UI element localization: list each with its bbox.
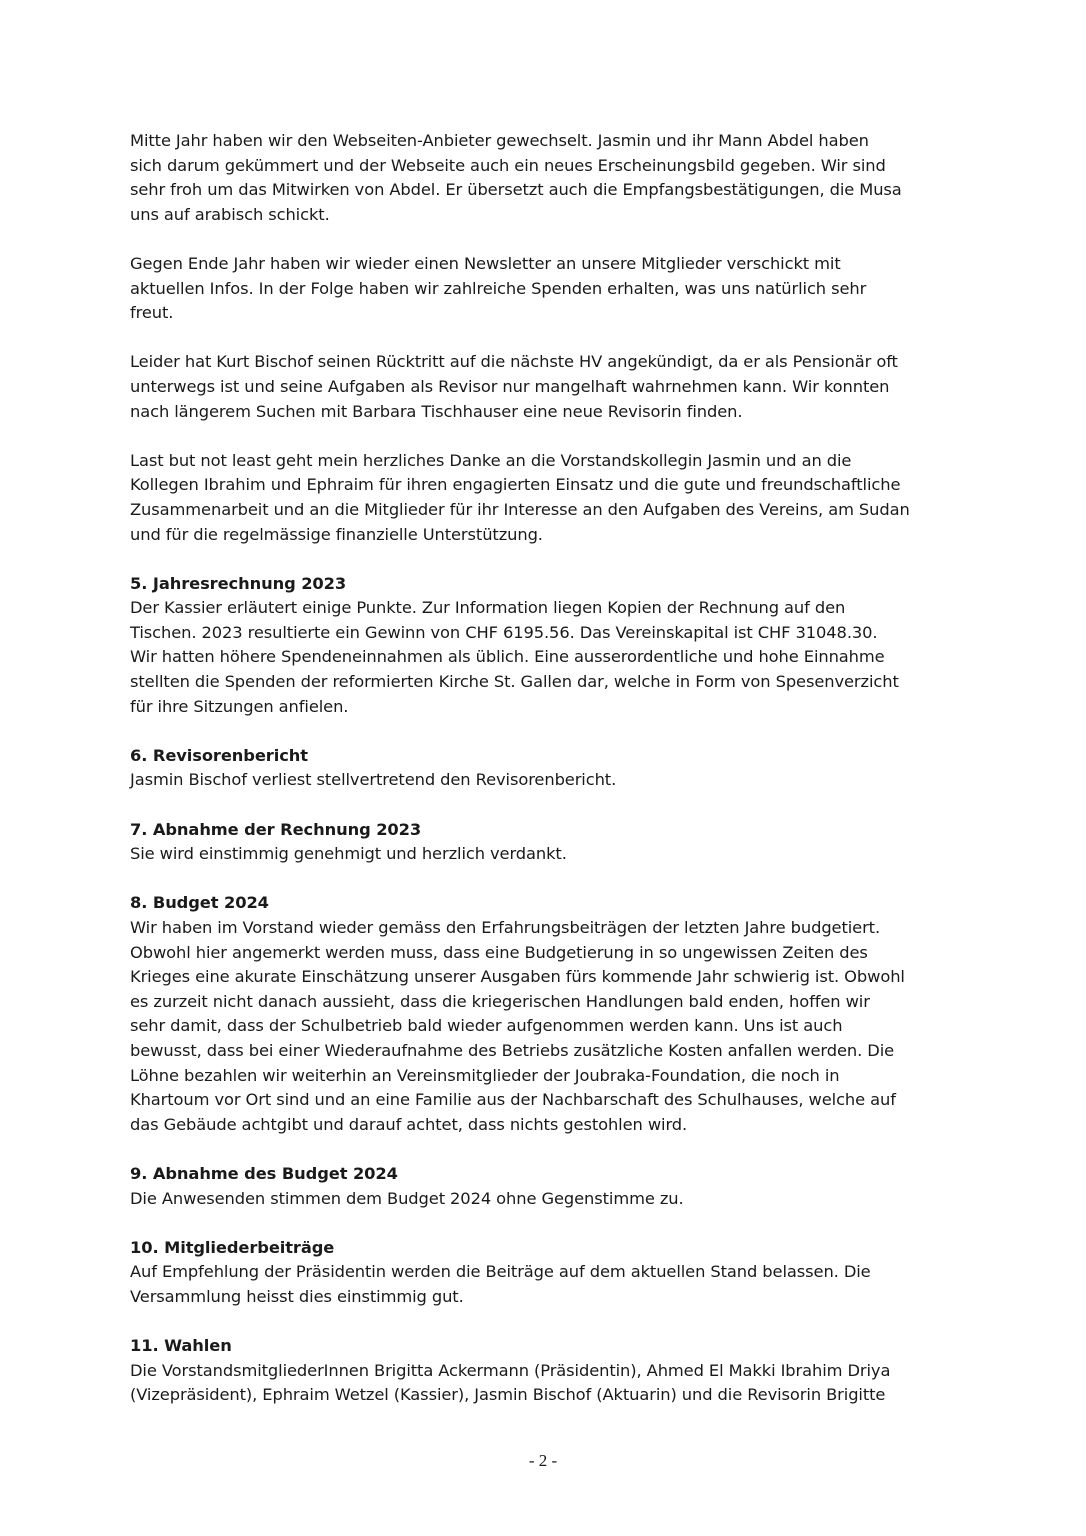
text-line: Leider hat Kurt Bischof seinen Rücktritt auf die nächste HV angekündigt, da er als Pensionär oft	[130, 352, 898, 372]
text-line: Wir hatten höhere Spendeneinnahmen als üblich. Eine ausserordentliche und hohe Einnahme	[130, 647, 885, 667]
text-line: Khartoum vor Ort sind und an eine Familie aus der Nachbarschaft des Schulhauses, welche auf	[130, 1090, 896, 1110]
text-line: Mitte Jahr haben wir den Webseiten-Anbieter gewechselt. Jasmin und ihr Mann Abdel haben	[130, 131, 869, 150]
text-line: Versammlung heisst dies einstimmig gut.	[130, 1286, 464, 1306]
section-heading: 5. Jahresrechnung 2023	[130, 573, 347, 593]
section-heading: 6. Revisorenbericht	[130, 745, 308, 765]
text-line: sehr froh um das Mitwirken von Abdel. Er übersetzt auch die Empfangsbestätigungen, die Musa	[130, 180, 902, 200]
text-line: Last but not least geht mein herzliches Danke an die Vorstandskollegin Jasmin und an die	[130, 450, 852, 470]
text-line: stellten die Spenden der reformierten Kirche St. Gallen dar, welche in Form von Spesenverzicht	[130, 672, 899, 692]
text-line: Auf Empfehlung der Präsidentin werden die Beiträge auf dem aktuellen Stand belassen. Die	[130, 1262, 871, 1282]
section-heading: 8. Budget 2024	[130, 893, 269, 913]
section-heading: 7. Abnahme der Rechnung 2023	[130, 819, 422, 839]
text-line: freut.	[130, 303, 174, 323]
text-line: aktuellen Infos. In der Folge haben wir zahlreiche Spenden erhalten, was uns natürlich sehr	[130, 278, 867, 298]
text-line: Der Kassier erläutert einige Punkte. Zur Information liegen Kopien der Rechnung auf den	[130, 598, 846, 618]
section-jahresrechnung	[130, 572, 970, 720]
page-content	[130, 129, 970, 1432]
text-line: Sie wird einstimmig genehmigt und herzlich verdankt.	[130, 844, 567, 864]
text-line: Wir haben im Vorstand wieder gemäss den Erfahrungsbeiträgen der letzten Jahre budgetiert.	[130, 918, 881, 937]
text-line: es zurzeit nicht danach aussieht, dass die kriegerischen Handlungen bald enden, hoffen wir	[130, 991, 870, 1011]
section-revisorenbericht	[130, 744, 970, 793]
section-wahlen	[130, 1334, 970, 1408]
section-heading: 11. Wahlen	[130, 1336, 232, 1356]
text-line: Krieges eine akurate Einschätzung unserer Ausgaben fürs kommende Jahr schwierig ist. Obwohl	[130, 967, 905, 987]
paragraph-website	[130, 129, 970, 227]
text-line: Löhne bezahlen wir weiterhin an Vereinsmitglieder der Joubraka-Foundation, die noch in	[130, 1065, 840, 1085]
text-line: nach längerem Suchen mit Barbara Tischhauser eine neue Revisorin finden.	[130, 401, 743, 421]
text-line: uns auf arabisch schickt.	[130, 204, 330, 224]
text-line: (Vizepräsident), Ephraim Wetzel (Kassier), Jasmin Bischof (Aktuarin) und die Revisorin Brigitte	[130, 1385, 886, 1405]
text-line: sehr damit, dass der Schulbetrieb bald wieder aufgenommen werden kann. Uns ist auch	[130, 1016, 843, 1036]
page-number: - 2 -	[528, 1451, 558, 1470]
text-line: Kollegen Ibrahim und Ephraim für ihren engagierten Einsatz und die gute und freundschaftliche	[130, 475, 901, 495]
paragraph-revisor	[130, 350, 970, 424]
text-line: Die VorstandsmitgliederInnen Brigitta Ackermann (Präsidentin), Ahmed El Makki Ibrahim Driya	[130, 1360, 891, 1380]
text-line: Obwohl hier angemerkt werden muss, dass eine Budgetierung in so ungewissen Zeiten des	[130, 942, 868, 962]
text-line: Zusammenarbeit und an die Mitglieder für ihr Interesse an den Aufgaben des Vereins, am Sudan	[130, 499, 910, 519]
section-mitgliederbeitraege	[130, 1236, 970, 1310]
section-abnahme-budget	[130, 1162, 970, 1211]
section-budget	[130, 891, 970, 1137]
text-line: und für die regelmässige finanzielle Unterstützung.	[130, 524, 543, 544]
text-line: sich darum gekümmert und der Webseite auch ein neues Erscheinungsbild gegeben. Wir sind	[130, 155, 886, 175]
section-heading: 10. Mitgliederbeiträge	[130, 1237, 335, 1257]
text-line: für ihre Sitzungen anfielen.	[130, 696, 349, 716]
text-line: Die Anwesenden stimmen dem Budget 2024 ohne Gegenstimme zu.	[130, 1188, 684, 1208]
paragraph-newsletter	[130, 252, 970, 326]
text-line: bewusst, dass bei einer Wiederaufnahme des Betriebs zusätzliche Kosten anfallen werden. Die	[130, 1040, 895, 1060]
section-abnahme-rechnung	[130, 818, 970, 867]
text-line: Gegen Ende Jahr haben wir wieder einen Newsletter an unsere Mitglieder verschickt mit	[130, 253, 841, 273]
section-heading: 9. Abnahme des Budget 2024	[130, 1163, 398, 1183]
text-line: Tischen. 2023 resultierte ein Gewinn von CHF 6195.56. Das Vereinskapital ist CHF 31048.30.	[130, 622, 878, 642]
text-line: Jasmin Bischof verliest stellvertretend den Revisorenbericht.	[130, 770, 617, 790]
text-line: das Gebäude achtgibt und darauf achtet, dass nichts gestohlen wird.	[130, 1114, 688, 1134]
text-line: unterwegs ist und seine Aufgaben als Revisor nur mangelhaft wahrnehmen kann. Wir konnten	[130, 376, 890, 396]
paragraph-thanks	[130, 449, 970, 547]
